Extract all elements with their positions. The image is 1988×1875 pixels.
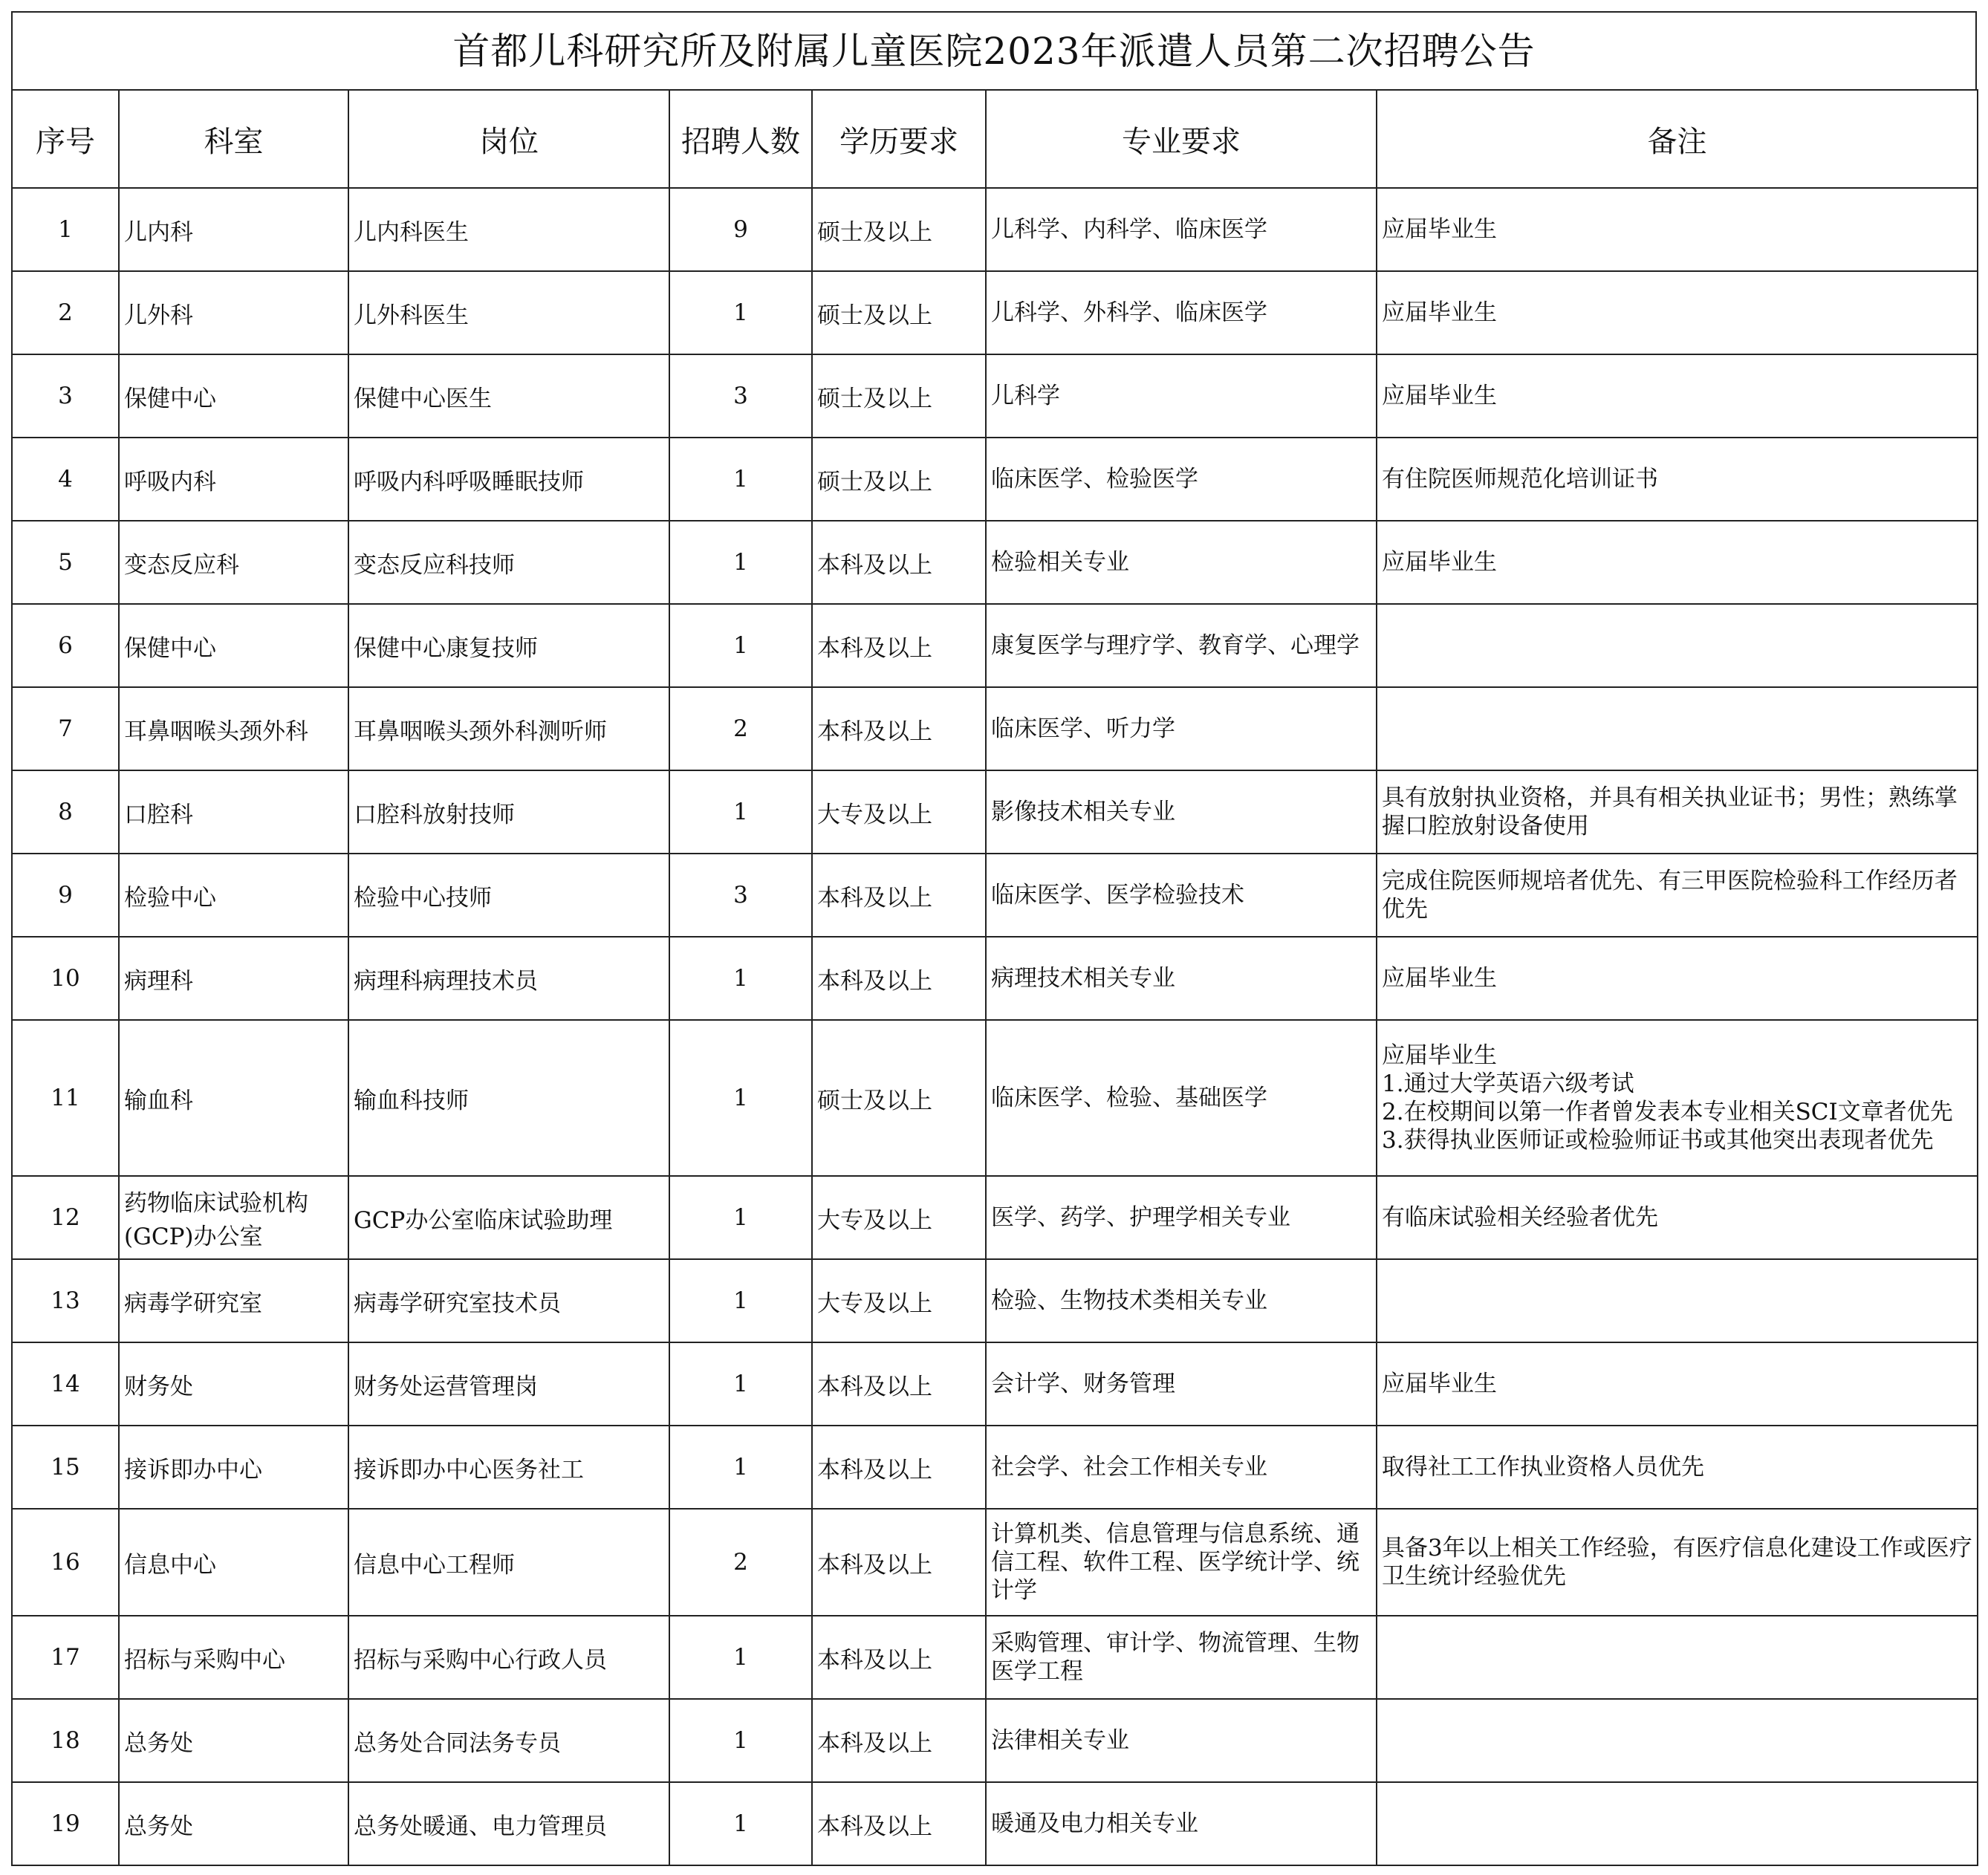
cell-no: 15 [12,1426,119,1509]
cell-remark [1377,1616,1978,1699]
table-row [12,438,1978,521]
cell-major: 社会学、社会工作相关专业 [986,1426,1377,1509]
cell-major: 临床医学、检验医学 [986,438,1377,521]
cell-major: 检验相关专业 [986,521,1377,604]
cell-post: 总务处暖通、电力管理员 [348,1782,669,1865]
cell-major: 临床医学、听力学 [986,687,1377,770]
table-row [12,1699,1978,1782]
header-major: 专业要求 [986,90,1377,188]
cell-count: 1 [669,438,812,521]
cell-post: 儿内科医生 [348,188,669,271]
cell-remark: 应届毕业生 [1377,521,1978,604]
table-row [12,854,1978,937]
cell-edu: 硕士及以上 [812,438,986,521]
cell-major: 病理技术相关专业 [986,937,1377,1020]
cell-no: 13 [12,1259,119,1342]
cell-edu: 本科及以上 [812,687,986,770]
cell-edu: 本科及以上 [812,1342,986,1426]
table-row [12,937,1978,1020]
cell-post: 耳鼻咽喉头颈外科测听师 [348,687,669,770]
cell-count: 1 [669,1176,812,1259]
cell-major: 医学、药学、护理学相关专业 [986,1176,1377,1259]
cell-dept: 信息中心 [119,1509,348,1616]
cell-post: 接诉即办中心医务社工 [348,1426,669,1509]
header-edu: 学历要求 [812,90,986,188]
cell-post: 财务处运营管理岗 [348,1342,669,1426]
cell-no: 6 [12,604,119,687]
cell-dept: 变态反应科 [119,521,348,604]
cell-count: 1 [669,1699,812,1782]
cell-dept: 病毒学研究室 [119,1259,348,1342]
cell-post: 输血科技师 [348,1020,669,1176]
cell-remark: 完成住院医师规培者优先、有三甲医院检验科工作经历者优先 [1377,854,1978,937]
cell-remark: 应届毕业生 1.通过大学英语六级考试 2.在校期间以第一作者曾发表本专业相关SCI文章者优先 3.获得执业医师证或检验师证书或其他突出表现者优先 [1377,1020,1978,1176]
table-row [12,1259,1978,1342]
cell-no: 2 [12,271,119,354]
cell-post: 保健中心康复技师 [348,604,669,687]
cell-dept: 保健中心 [119,354,348,438]
cell-dept: 儿外科 [119,271,348,354]
cell-major: 康复医学与理疗学、教育学、心理学 [986,604,1377,687]
cell-major: 采购管理、审计学、物流管理、生物医学工程 [986,1616,1377,1699]
table-row [12,687,1978,770]
cell-no: 5 [12,521,119,604]
cell-count: 1 [669,1426,812,1509]
cell-post: GCP办公室临床试验助理 [348,1176,669,1259]
header-dept: 科室 [119,90,348,188]
cell-post: 病毒学研究室技术员 [348,1259,669,1342]
cell-no: 10 [12,937,119,1020]
table-row [12,1020,1978,1176]
cell-remark: 具备3年以上相关工作经验，有医疗信息化建设工作或医疗卫生统计经验优先 [1377,1509,1978,1616]
table-row [12,1509,1978,1616]
cell-dept: 输血科 [119,1020,348,1176]
cell-edu: 本科及以上 [812,1426,986,1509]
cell-edu: 本科及以上 [812,1616,986,1699]
cell-post: 口腔科放射技师 [348,770,669,854]
cell-dept: 呼吸内科 [119,438,348,521]
cell-no: 8 [12,770,119,854]
cell-remark: 应届毕业生 [1377,354,1978,438]
cell-edu: 本科及以上 [812,1509,986,1616]
cell-post: 病理科病理技术员 [348,937,669,1020]
cell-edu: 大专及以上 [812,770,986,854]
cell-edu: 硕士及以上 [812,188,986,271]
table-row [12,770,1978,854]
cell-post: 招标与采购中心行政人员 [348,1616,669,1699]
cell-edu: 大专及以上 [812,1176,986,1259]
cell-count: 1 [669,1782,812,1865]
cell-dept: 儿内科 [119,188,348,271]
cell-count: 1 [669,1020,812,1176]
cell-no: 3 [12,354,119,438]
cell-no: 7 [12,687,119,770]
cell-no: 17 [12,1616,119,1699]
cell-edu: 硕士及以上 [812,271,986,354]
table-row [12,1176,1978,1259]
cell-post: 呼吸内科呼吸睡眠技师 [348,438,669,521]
cell-count: 9 [669,188,812,271]
cell-no: 1 [12,188,119,271]
cell-remark: 有住院医师规范化培训证书 [1377,438,1978,521]
cell-edu: 本科及以上 [812,937,986,1020]
cell-no: 18 [12,1699,119,1782]
cell-count: 1 [669,604,812,687]
cell-major: 会计学、财务管理 [986,1342,1377,1426]
cell-remark: 有临床试验相关经验者优先 [1377,1176,1978,1259]
cell-count: 3 [669,854,812,937]
cell-remark: 应届毕业生 [1377,188,1978,271]
cell-dept: 保健中心 [119,604,348,687]
cell-count: 1 [669,521,812,604]
cell-remark [1377,604,1978,687]
table-row [12,521,1978,604]
cell-remark: 具有放射执业资格，并具有相关执业证书；男性；熟练掌握口腔放射设备使用 [1377,770,1978,854]
cell-dept: 检验中心 [119,854,348,937]
cell-dept: 招标与采购中心 [119,1616,348,1699]
cell-count: 1 [669,271,812,354]
cell-remark [1377,1699,1978,1782]
cell-post: 信息中心工程师 [348,1509,669,1616]
cell-major: 儿科学 [986,354,1377,438]
cell-remark [1377,1782,1978,1865]
cell-post: 儿外科医生 [348,271,669,354]
cell-major: 儿科学、外科学、临床医学 [986,271,1377,354]
cell-dept: 口腔科 [119,770,348,854]
cell-no: 16 [12,1509,119,1616]
cell-edu: 硕士及以上 [812,1020,986,1176]
header-post: 岗位 [348,90,669,188]
cell-no: 4 [12,438,119,521]
cell-post: 总务处合同法务专员 [348,1699,669,1782]
table-row [12,604,1978,687]
cell-count: 2 [669,687,812,770]
cell-post: 保健中心医生 [348,354,669,438]
table-row [12,271,1978,354]
cell-edu: 本科及以上 [812,604,986,687]
cell-edu: 硕士及以上 [812,354,986,438]
table-row [12,1342,1978,1426]
cell-post: 检验中心技师 [348,854,669,937]
header-count: 招聘人数 [669,90,812,188]
cell-edu: 本科及以上 [812,1699,986,1782]
cell-remark [1377,1259,1978,1342]
recruitment-sheet [11,11,1977,1864]
cell-remark: 取得社工工作执业资格人员优先 [1377,1426,1978,1509]
header-no: 序号 [12,90,119,188]
cell-dept: 接诉即办中心 [119,1426,348,1509]
cell-edu: 大专及以上 [812,1259,986,1342]
cell-no: 9 [12,854,119,937]
cell-dept: 总务处 [119,1699,348,1782]
cell-remark [1377,687,1978,770]
cell-major: 暖通及电力相关专业 [986,1782,1377,1865]
table-row [12,1616,1978,1699]
cell-count: 1 [669,1616,812,1699]
cell-dept: 总务处 [119,1782,348,1865]
page-title: 首都儿科研究所及附属儿童医院2023年派遣人员第二次招聘公告 [11,11,1977,89]
cell-count: 2 [669,1509,812,1616]
cell-post: 变态反应科技师 [348,521,669,604]
cell-dept: 药物临床试验机构(GCP)办公室 [119,1176,348,1259]
cell-dept: 财务处 [119,1342,348,1426]
cell-dept: 病理科 [119,937,348,1020]
cell-dept: 耳鼻咽喉头颈外科 [119,687,348,770]
cell-no: 19 [12,1782,119,1865]
cell-count: 1 [669,1342,812,1426]
cell-no: 14 [12,1342,119,1426]
cell-edu: 本科及以上 [812,1782,986,1865]
cell-major: 临床医学、医学检验技术 [986,854,1377,937]
cell-major: 临床医学、检验、基础医学 [986,1020,1377,1176]
table-row [12,1426,1978,1509]
table-row [12,354,1978,438]
cell-no: 11 [12,1020,119,1176]
header-remark: 备注 [1377,90,1978,188]
cell-major: 影像技术相关专业 [986,770,1377,854]
cell-major: 检验、生物技术类相关专业 [986,1259,1377,1342]
cell-count: 1 [669,770,812,854]
recruitment-table [11,89,1978,1866]
cell-edu: 本科及以上 [812,521,986,604]
cell-count: 3 [669,354,812,438]
cell-major: 法律相关专业 [986,1699,1377,1782]
cell-count: 1 [669,1259,812,1342]
cell-major: 儿科学、内科学、临床医学 [986,188,1377,271]
cell-remark: 应届毕业生 [1377,1342,1978,1426]
cell-remark: 应届毕业生 [1377,271,1978,354]
table-row [12,188,1978,271]
header-row [12,90,1978,188]
cell-remark: 应届毕业生 [1377,937,1978,1020]
cell-edu: 本科及以上 [812,854,986,937]
cell-count: 1 [669,937,812,1020]
cell-major: 计算机类、信息管理与信息系统、通信工程、软件工程、医学统计学、统计学 [986,1509,1377,1616]
cell-no: 12 [12,1176,119,1259]
table-row [12,1782,1978,1865]
